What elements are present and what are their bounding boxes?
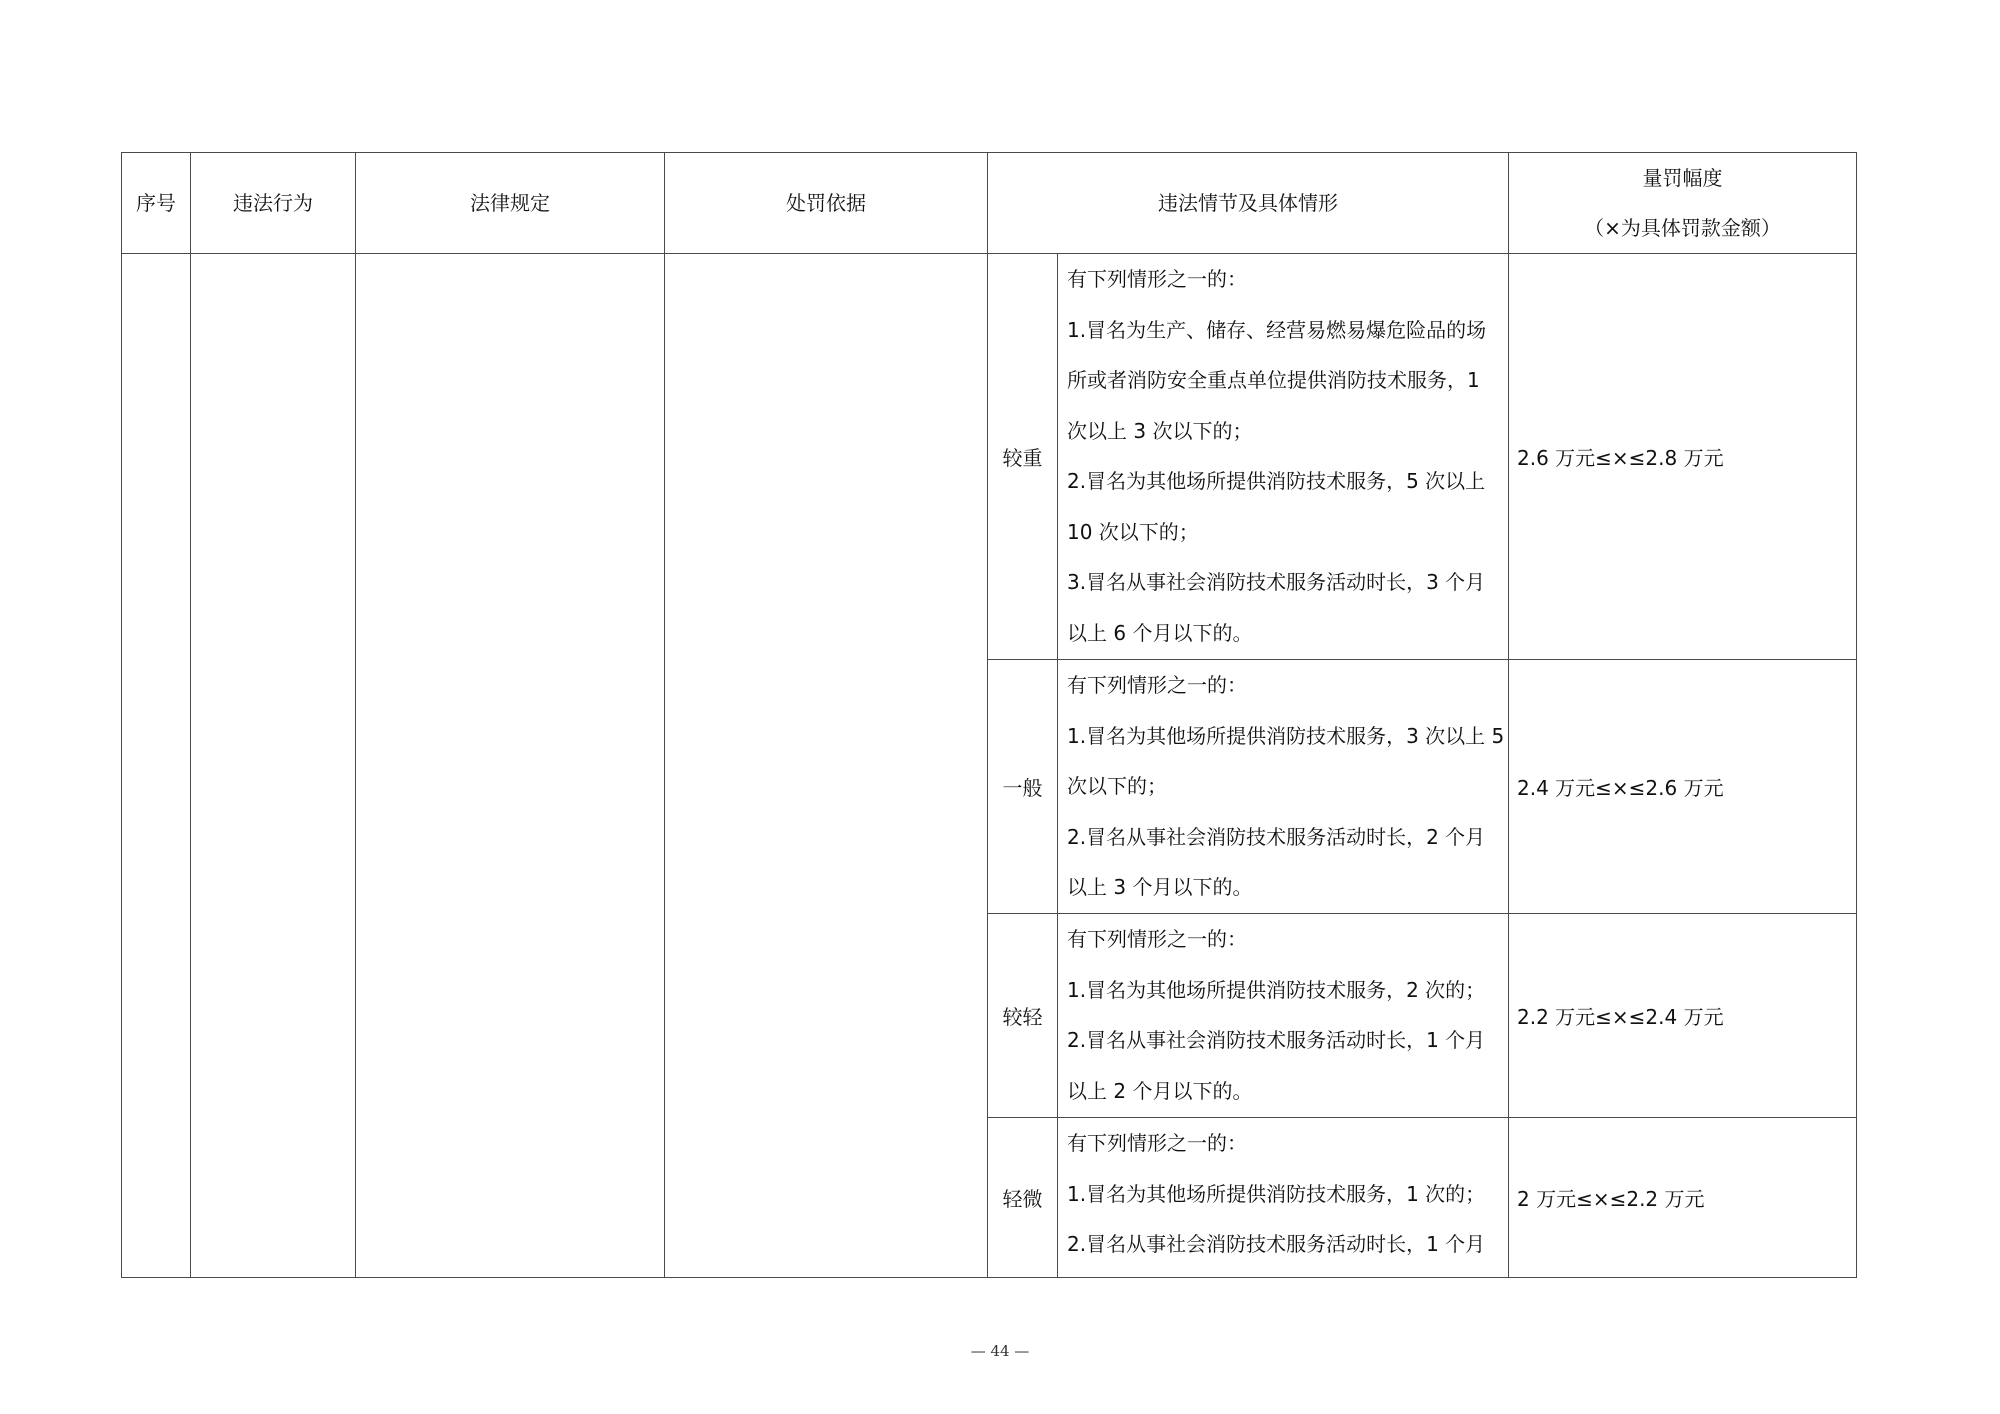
violation-cell: [191, 254, 356, 1278]
condition-line: 2.冒名为其他场所提供消防技术服务，5 次以上: [1067, 469, 1486, 493]
condition-line: 有下列情形之一的：: [1067, 673, 1247, 697]
condition-line: 有下列情形之一的：: [1067, 1131, 1247, 1155]
basis-cell: [665, 254, 988, 1278]
condition-line: 以上 2 个月以下的。: [1067, 1078, 1253, 1103]
condition-line: 3.冒名从事社会消防技术服务活动时长，3 个月: [1067, 570, 1486, 594]
fine-range: 2.6 万元≤×≤2.8 万元: [1509, 254, 1857, 660]
condition-line: 次以下的；: [1067, 774, 1167, 798]
fine-range: 2.2 万元≤×≤2.4 万元: [1509, 914, 1857, 1118]
condition-line: 2.冒名从事社会消防技术服务活动时长，2 个月: [1067, 824, 1486, 849]
header-range-note: （×为具体罚款金额）: [1584, 216, 1781, 240]
header-index: 序号: [122, 153, 191, 254]
condition-line: 所或者消防安全重点单位提供消防技术服务，1: [1067, 368, 1480, 392]
level-label: 轻微: [988, 1118, 1058, 1278]
condition-line: 1.冒名为其他场所提供消防技术服务，2 次的；: [1067, 977, 1486, 1002]
condition-text: [1058, 914, 1509, 1118]
condition-line: 2.冒名从事社会消防技术服务活动时长，1 个月: [1067, 1028, 1486, 1052]
condition-line: 以上 6 个月以下的。: [1067, 620, 1253, 645]
condition-line: 1.冒名为生产、储存、经营易燃易爆危险品的场: [1067, 317, 1487, 342]
level-label: 较重: [988, 254, 1058, 660]
header-range: [1509, 153, 1857, 254]
index-cell: [122, 254, 191, 1278]
condition-line: 10 次以下的；: [1067, 519, 1199, 544]
condition-text: [1058, 254, 1509, 660]
header-violation: 违法行为: [191, 153, 356, 254]
condition-line: 以上 3 个月以下的。: [1067, 875, 1253, 899]
condition-line: 1.冒名为其他场所提供消防技术服务，3 次以上 5: [1067, 723, 1505, 748]
table-row-severe: [122, 254, 1857, 660]
condition-text: [1058, 1118, 1509, 1278]
header-basis: 处罚依据: [665, 153, 988, 254]
header-row: [122, 153, 1857, 254]
header-law: 法律规定: [356, 153, 665, 254]
condition-line: 有下列情形之一的：: [1067, 927, 1247, 951]
penalty-table: [121, 152, 1857, 1278]
fine-range: 2.4 万元≤×≤2.6 万元: [1509, 660, 1857, 914]
condition-line: 1.冒名为其他场所提供消防技术服务，1 次的；: [1067, 1181, 1486, 1206]
header-circumstance: 违法情节及具体情形: [988, 153, 1509, 254]
condition-text: [1058, 660, 1509, 914]
condition-line: 2.冒名从事社会消防技术服务活动时长，1 个月: [1067, 1232, 1486, 1256]
level-label: 一般: [988, 660, 1058, 914]
header-range-title: 量罚幅度: [1642, 166, 1723, 190]
condition-line: 有下列情形之一的：: [1067, 267, 1247, 291]
fine-range: 2 万元≤×≤2.2 万元: [1509, 1118, 1857, 1278]
law-cell: [356, 254, 665, 1278]
page-number: — 44 —: [970, 1342, 1030, 1360]
level-label: 较轻: [988, 914, 1058, 1118]
condition-line: 次以上 3 次以下的；: [1067, 418, 1253, 443]
